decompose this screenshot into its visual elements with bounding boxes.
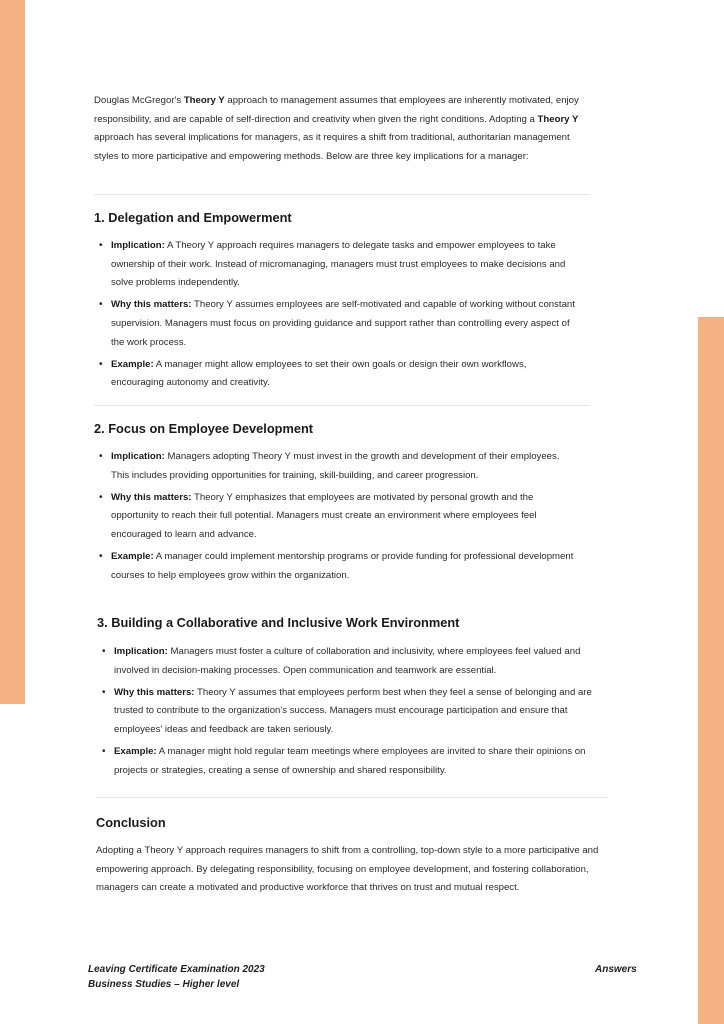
list-item: • Implication: A Theory Y approach requires managers to delegate tasks and empower employees to take ownership of their work. Instead of micromanaging, managers must trust employees to make decisions and solve problems independently. bbox=[96, 237, 578, 293]
section-list-2 bbox=[96, 448, 578, 589]
intro-text-1: Douglas McGregor's bbox=[94, 95, 184, 106]
footer-line-1: Leaving Certificate Examination 2023 bbox=[88, 964, 265, 975]
section-list-1 bbox=[96, 237, 578, 397]
footer-answers-label: Answers bbox=[595, 964, 637, 975]
intro-bold-2: Theory Y bbox=[537, 113, 579, 125]
right-accent-bar bbox=[698, 317, 724, 1024]
section-heading-1: 1. Delegation and Empowerment bbox=[94, 210, 292, 225]
divider bbox=[94, 194, 590, 195]
list-item: • Example: A manager might allow employees to set their own goals or design their own workflows, encouraging autonomy and creativity. bbox=[96, 356, 578, 393]
intro-bold-1: Theory Y bbox=[183, 95, 225, 106]
intro-paragraph bbox=[94, 92, 594, 166]
footer-line-2: Business Studies – Higher level bbox=[88, 979, 240, 990]
list-item: • Example: A manager might hold regular team meetings where employees are invited to share their opinions on projects or strategies, creating a sense of ownership and shared responsibility. bbox=[99, 743, 605, 780]
left-accent-bar bbox=[0, 0, 25, 704]
section-list-3 bbox=[99, 643, 605, 784]
divider bbox=[96, 797, 608, 798]
list-item: • Example: A manager could implement mentorship programs or provide funding for professional development courses to help employees grow within the organization. bbox=[96, 548, 578, 585]
footer-exam-info bbox=[88, 962, 265, 992]
conclusion-heading: Conclusion bbox=[96, 815, 166, 830]
list-item: • Why this matters: Theory Y assumes that employees perform best when they feel a sense of belonging and are trusted to contribute to the organization's success. Managers must encourage participation and ensure that employees' ideas and feedback are taken seriously. bbox=[99, 684, 605, 740]
list-item: • Why this matters: Theory Y assumes employees are self-motivated and capable of working without constant supervision. Managers must focus on providing guidance and support rather than controlling every aspect of the work process. bbox=[96, 296, 578, 352]
list-item: • Why this matters: Theory Y emphasizes that employees are motivated by personal growth and the opportunity to reach their full potential. Managers must create an environment where employees feel encouraged to learn and advance. bbox=[96, 489, 578, 545]
list-item: • Implication: Managers must foster a culture of collaboration and inclusivity, where employees feel valued and involved in decision-making processes. Open communication and teamwork are essential. bbox=[99, 643, 605, 680]
section-heading-2: 2. Focus on Employee Development bbox=[94, 421, 314, 436]
conclusion-text: Adopting a Theory Y approach requires managers to shift from a controlling, top-down style to a more participative and empowering approach. By delegating responsibility, focusing on employee development, and fostering collaboration, managers can create a motivated and productive workforce that thrives on trust and mutual respect. bbox=[96, 845, 599, 894]
divider bbox=[94, 405, 590, 406]
list-item: • Implication: Managers adopting Theory Y must invest in the growth and development of their employees. This includes providing opportunities for training, skill-building, and career progression. bbox=[96, 448, 578, 485]
section-heading-3: 3. Building a Collaborative and Inclusive Work Environment bbox=[97, 615, 460, 630]
intro-text-3: approach has several implications for managers, as it requires a shift from traditional, authoritarian management styles to more participative and empowering methods. Below are three key implications for a manager: bbox=[94, 132, 570, 162]
intro-text-2: approach to management assumes that employees are inherently motivated, enjoy responsibility, and are capable of self-direction and creativity when given the right conditions. Adopting a bbox=[94, 95, 579, 125]
